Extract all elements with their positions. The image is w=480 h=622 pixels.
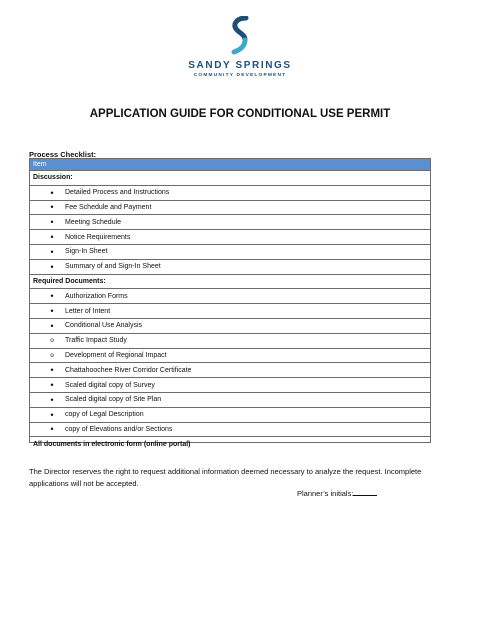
- org-name: SANDY SPRINGS: [188, 60, 292, 71]
- checklist-item-text: Meeting Schedule: [65, 218, 122, 226]
- checklist-item-text: Detailed Process and Instructions: [65, 189, 170, 197]
- checklist-item: [30, 289, 430, 304]
- disc-bullet-icon: [46, 380, 58, 390]
- checklist-item-text: Summary of and Sign-In Sheet: [65, 263, 161, 271]
- checklist-item: [30, 304, 430, 319]
- checklist-item-text: copy of Elevations and/or Sections: [65, 425, 173, 433]
- checklist-item-text: Letter of Intent: [65, 307, 111, 315]
- disc-bullet-icon: [46, 306, 58, 316]
- disc-bullet-icon: [46, 188, 58, 198]
- document-title: APPLICATION GUIDE FOR CONDITIONAL USE PERMIT: [89, 108, 391, 120]
- disc-bullet-icon: [46, 395, 58, 405]
- checklist-item: [30, 378, 430, 393]
- checklist-item: [30, 245, 430, 260]
- disc-bullet-icon: [46, 424, 58, 434]
- checklist-item: [30, 319, 430, 334]
- checklist-item-text: Authorization Forms: [65, 292, 128, 300]
- planner-initials-label: Planner’s initials:: [297, 489, 354, 498]
- planner-initials-line: [353, 488, 377, 496]
- checklist-item-text: Fee Schedule and Payment: [65, 203, 152, 211]
- planner-initials: [297, 488, 377, 498]
- circle-bullet-icon: [46, 337, 58, 344]
- disc-bullet-icon: [46, 247, 58, 257]
- checklist-item: [30, 230, 430, 245]
- checklist-label: Process Checklist:: [29, 150, 97, 159]
- section-heading: Required Documents:: [30, 275, 430, 290]
- checklist-item: [30, 186, 430, 201]
- disc-bullet-icon: [46, 365, 58, 375]
- checklist-item-text: Sign-In Sheet: [65, 248, 108, 256]
- checklist-item: [30, 334, 430, 349]
- sandy-springs-logo-mark: [228, 16, 252, 56]
- director-note: The Director reserves the right to request additional information deemed necessary to analyze the request. Incomplete applications will not be accepted.: [29, 467, 422, 488]
- checklist-item-text: Scaled digital copy of Survey: [65, 381, 155, 389]
- table-header: Item: [30, 159, 430, 171]
- disc-bullet-icon: [46, 262, 58, 272]
- section-heading: Discussion:: [30, 171, 430, 186]
- disc-bullet-icon: [46, 217, 58, 227]
- checklist-item-text: Traffic Impact Study: [65, 337, 127, 345]
- checklist-item: [30, 215, 430, 230]
- org-subtitle: COMMUNITY DEVELOPMENT: [193, 73, 287, 78]
- disc-bullet-icon: [46, 321, 58, 331]
- checklist-item: [30, 408, 430, 423]
- checklist-item-text: Chattahoochee River Corridor Certificate: [65, 366, 192, 374]
- checklist-item-text: Development of Regional Impact: [65, 351, 167, 359]
- checklist-item: [30, 260, 430, 275]
- checklist-item: [30, 423, 430, 438]
- checklist-item: [30, 393, 430, 408]
- checklist-item-text: Scaled digital copy of Site Plan: [65, 396, 162, 404]
- checklist-item-text: copy of Legal Description: [65, 411, 144, 419]
- disc-bullet-icon: [46, 291, 58, 301]
- checklist-item-text: Notice Requirements: [65, 233, 131, 241]
- checklist-item: [30, 349, 430, 364]
- circle-bullet-icon: [46, 352, 58, 359]
- checklist-item-text: Conditional Use Analysis: [65, 322, 143, 330]
- logo: [0, 16, 480, 78]
- disc-bullet-icon: [46, 232, 58, 242]
- disc-bullet-icon: [46, 202, 58, 212]
- checklist-item: [30, 363, 430, 378]
- disc-bullet-icon: [46, 410, 58, 420]
- checklist-table: [29, 158, 431, 449]
- checklist-item: [30, 201, 430, 216]
- footer-row: All documents in electronic form (online portal): [33, 441, 191, 449]
